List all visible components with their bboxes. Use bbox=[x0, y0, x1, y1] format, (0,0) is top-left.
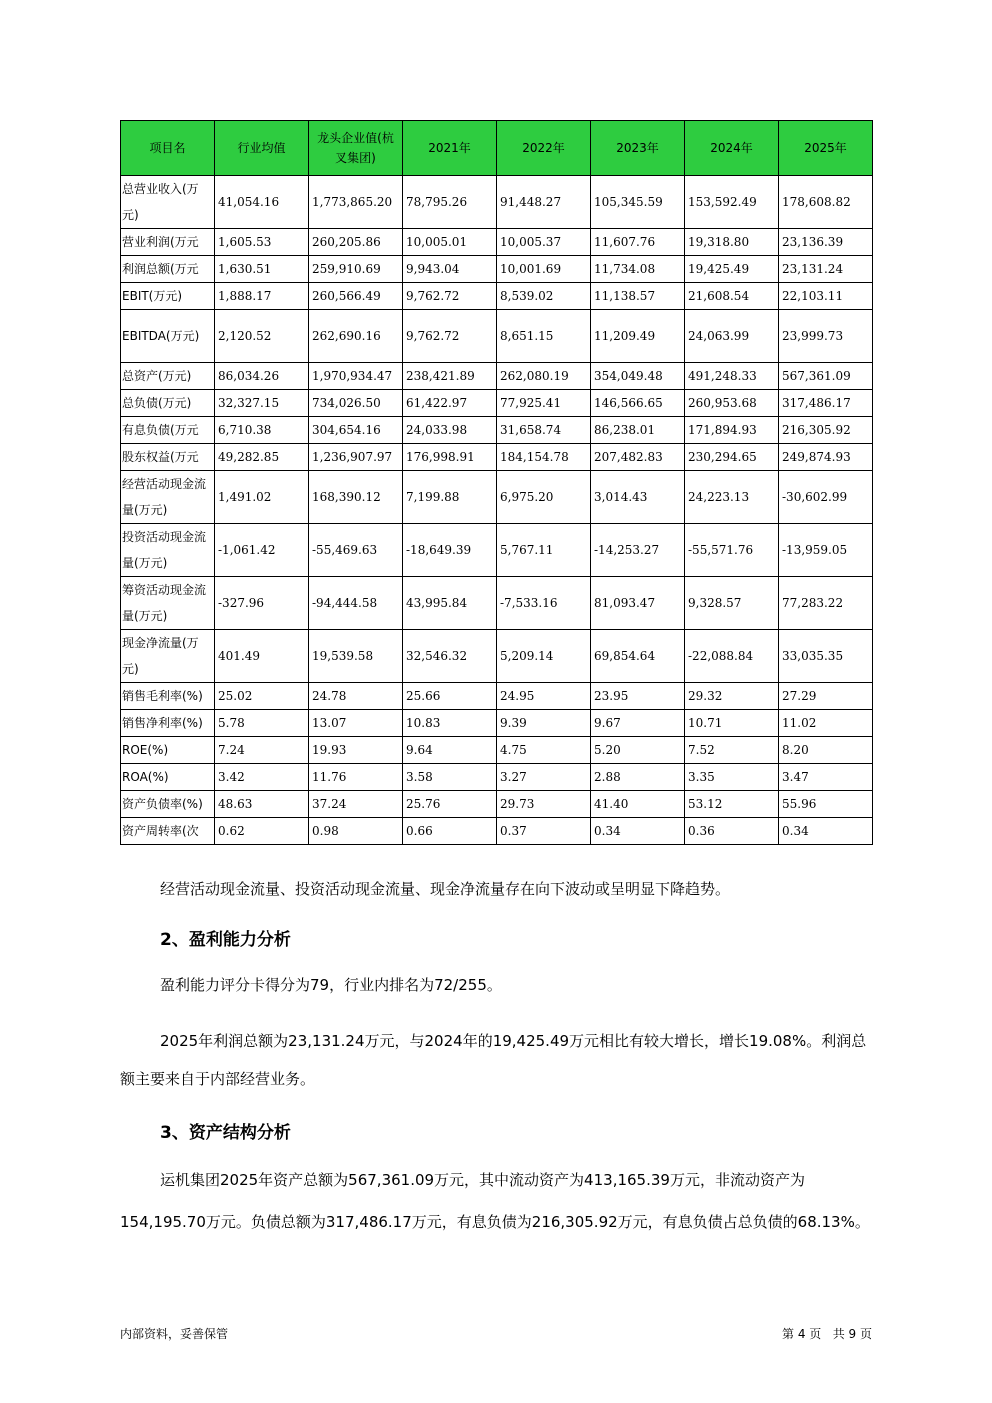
table-cell: 77,283.22 bbox=[779, 577, 873, 630]
table-cell: 259,910.69 bbox=[309, 256, 403, 283]
table-row bbox=[121, 417, 873, 444]
table-cell: 19,539.58 bbox=[309, 630, 403, 683]
table-cell: 9,762.72 bbox=[403, 283, 497, 310]
header-leader-value: 龙头企业值(杭叉集团) bbox=[309, 121, 403, 176]
profit-heading: 2、盈利能力分析 bbox=[160, 930, 291, 950]
table-cell: 10,005.01 bbox=[403, 229, 497, 256]
table-row bbox=[121, 363, 873, 390]
table-row bbox=[121, 390, 873, 417]
row-label: 经营活动现金流量(万元) bbox=[121, 471, 215, 524]
table-cell: 9,943.04 bbox=[403, 256, 497, 283]
table-cell: 260,205.86 bbox=[309, 229, 403, 256]
row-label: 销售净利率(%) bbox=[121, 710, 215, 737]
table-cell: 178,608.82 bbox=[779, 176, 873, 229]
table-cell: 354,049.48 bbox=[591, 363, 685, 390]
table-cell: 238,421.89 bbox=[403, 363, 497, 390]
table-cell: 3.35 bbox=[685, 764, 779, 791]
table-cell: 23,131.24 bbox=[779, 256, 873, 283]
row-label: 销售毛利率(%) bbox=[121, 683, 215, 710]
table-cell: 25.02 bbox=[215, 683, 309, 710]
table-cell: 13.07 bbox=[309, 710, 403, 737]
footer-confidential: 内部资料，妥善保管 bbox=[120, 1327, 229, 1341]
table-cell: 105,345.59 bbox=[591, 176, 685, 229]
table-cell: 10,005.37 bbox=[497, 229, 591, 256]
header-2024: 2024年 bbox=[685, 121, 779, 176]
table-cell: 21,608.54 bbox=[685, 283, 779, 310]
row-label: 资产负债率(%) bbox=[121, 791, 215, 818]
table-cell: 2.88 bbox=[591, 764, 685, 791]
table-cell: 29.32 bbox=[685, 683, 779, 710]
table-cell: 9,328.57 bbox=[685, 577, 779, 630]
table-cell: 0.66 bbox=[403, 818, 497, 845]
row-label: 资产周转率(次 bbox=[121, 818, 215, 845]
table-cell: 0.62 bbox=[215, 818, 309, 845]
table-row bbox=[121, 283, 873, 310]
table-cell: 27.29 bbox=[779, 683, 873, 710]
table-cell: 8.20 bbox=[779, 737, 873, 764]
header-2021: 2021年 bbox=[403, 121, 497, 176]
table-cell: 37.24 bbox=[309, 791, 403, 818]
table-cell: 41,054.16 bbox=[215, 176, 309, 229]
table-cell: 168,390.12 bbox=[309, 471, 403, 524]
table-row bbox=[121, 256, 873, 283]
table-row bbox=[121, 176, 873, 229]
table-cell: 86,034.26 bbox=[215, 363, 309, 390]
table-cell: -7,533.16 bbox=[497, 577, 591, 630]
table-cell: 207,482.83 bbox=[591, 444, 685, 471]
table-cell: 1,491.02 bbox=[215, 471, 309, 524]
table-cell: 249,874.93 bbox=[779, 444, 873, 471]
header-item-name: 项目名 bbox=[121, 121, 215, 176]
table-cell: 5,209.14 bbox=[497, 630, 591, 683]
table-cell: 33,035.35 bbox=[779, 630, 873, 683]
table-cell: -13,959.05 bbox=[779, 524, 873, 577]
table-row bbox=[121, 630, 873, 683]
table-cell: 11,607.76 bbox=[591, 229, 685, 256]
table-cell: 11.02 bbox=[779, 710, 873, 737]
table-cell: 24.95 bbox=[497, 683, 591, 710]
table-cell: 7,199.88 bbox=[403, 471, 497, 524]
profit-score: 盈利能力评分卡得分为79，行业内排名为72/255。 bbox=[160, 976, 502, 994]
table-cell: 1,605.53 bbox=[215, 229, 309, 256]
table-cell: 216,305.92 bbox=[779, 417, 873, 444]
header-2022: 2022年 bbox=[497, 121, 591, 176]
table-cell: 176,998.91 bbox=[403, 444, 497, 471]
profit-detail: 2025年利润总额为23,131.24万元，与2024年的19,425.49万元相比有较大增长，增长19.08%。利润总额主要来自于内部经营业务。 bbox=[120, 1032, 867, 1088]
table-cell: 7.24 bbox=[215, 737, 309, 764]
table-cell: 69,854.64 bbox=[591, 630, 685, 683]
table-cell: 3.47 bbox=[779, 764, 873, 791]
table-cell: -55,571.76 bbox=[685, 524, 779, 577]
table-cell: 3.27 bbox=[497, 764, 591, 791]
table-cell: -94,444.58 bbox=[309, 577, 403, 630]
row-label: 总营业收入(万元) bbox=[121, 176, 215, 229]
table-cell: 91,448.27 bbox=[497, 176, 591, 229]
table-row bbox=[121, 764, 873, 791]
table-cell: 10.71 bbox=[685, 710, 779, 737]
table-cell: 24.78 bbox=[309, 683, 403, 710]
table-cell: 6,710.38 bbox=[215, 417, 309, 444]
table-cell: -30,602.99 bbox=[779, 471, 873, 524]
table-body bbox=[121, 176, 873, 845]
row-label: 投资活动现金流量(万元) bbox=[121, 524, 215, 577]
table-cell: 491,248.33 bbox=[685, 363, 779, 390]
table-cell: 734,026.50 bbox=[309, 390, 403, 417]
table-cell: 9,762.72 bbox=[403, 310, 497, 363]
table-cell: -327.96 bbox=[215, 577, 309, 630]
table-cell: 171,894.93 bbox=[685, 417, 779, 444]
table-cell: 23.95 bbox=[591, 683, 685, 710]
table-cell: 11,209.49 bbox=[591, 310, 685, 363]
table-cell: 53.12 bbox=[685, 791, 779, 818]
table-row bbox=[121, 818, 873, 845]
table-cell: 25.76 bbox=[403, 791, 497, 818]
table-cell: 153,592.49 bbox=[685, 176, 779, 229]
table-cell: 23,999.73 bbox=[779, 310, 873, 363]
table-cell: -1,061.42 bbox=[215, 524, 309, 577]
asset-detail: 运机集团2025年资产总额为567,361.09万元，其中流动资产为413,165.39万元，非流动资产为154,195.70万元。负债总额为317,486.17万元，有息负债为216,305.92万元，有息负债占总负债的68.13%。 bbox=[120, 1171, 870, 1231]
row-label: 营业利润(万元 bbox=[121, 229, 215, 256]
table-cell: 4.75 bbox=[497, 737, 591, 764]
row-label: ROE(%) bbox=[121, 737, 215, 764]
row-label: 现金净流量(万元) bbox=[121, 630, 215, 683]
table-cell: 260,953.68 bbox=[685, 390, 779, 417]
table-cell: 77,925.41 bbox=[497, 390, 591, 417]
table-cell: 19,318.80 bbox=[685, 229, 779, 256]
table-cell: 49,282.85 bbox=[215, 444, 309, 471]
table-cell: 11.76 bbox=[309, 764, 403, 791]
row-label: EBIT(万元) bbox=[121, 283, 215, 310]
table-cell: 11,138.57 bbox=[591, 283, 685, 310]
table-cell: 81,093.47 bbox=[591, 577, 685, 630]
table-row bbox=[121, 444, 873, 471]
footer-page-number: 第 4 页 共 9 页 bbox=[782, 1327, 872, 1341]
table-cell: 0.37 bbox=[497, 818, 591, 845]
table-cell: 48.63 bbox=[215, 791, 309, 818]
table-cell: 1,970,934.47 bbox=[309, 363, 403, 390]
table-cell: 3.58 bbox=[403, 764, 497, 791]
table-cell: 0.98 bbox=[309, 818, 403, 845]
row-label: 总负债(万元) bbox=[121, 390, 215, 417]
table-cell: -18,649.39 bbox=[403, 524, 497, 577]
table-cell: 10.83 bbox=[403, 710, 497, 737]
table-cell: 24,063.99 bbox=[685, 310, 779, 363]
table-cell: 230,294.65 bbox=[685, 444, 779, 471]
table-cell: 32,327.15 bbox=[215, 390, 309, 417]
row-label: 总资产(万元) bbox=[121, 363, 215, 390]
table-cell: 23,136.39 bbox=[779, 229, 873, 256]
table-cell: 0.34 bbox=[779, 818, 873, 845]
table-row bbox=[121, 229, 873, 256]
table-cell: 78,795.26 bbox=[403, 176, 497, 229]
table-cell: 0.36 bbox=[685, 818, 779, 845]
table-cell: 31,658.74 bbox=[497, 417, 591, 444]
row-label: EBITDA(万元) bbox=[121, 310, 215, 363]
table-cell: 184,154.78 bbox=[497, 444, 591, 471]
table-cell: 24,033.98 bbox=[403, 417, 497, 444]
table-cell: -55,469.63 bbox=[309, 524, 403, 577]
table-row bbox=[121, 710, 873, 737]
table-cell: 5,767.11 bbox=[497, 524, 591, 577]
table-cell: 24,223.13 bbox=[685, 471, 779, 524]
table-cell: 3,014.43 bbox=[591, 471, 685, 524]
table-header-row bbox=[121, 121, 873, 176]
table-cell: 43,995.84 bbox=[403, 577, 497, 630]
row-label: 利润总额(万元 bbox=[121, 256, 215, 283]
header-2025: 2025年 bbox=[779, 121, 873, 176]
table-cell: 1,630.51 bbox=[215, 256, 309, 283]
table-cell: 10,001.69 bbox=[497, 256, 591, 283]
table-cell: 317,486.17 bbox=[779, 390, 873, 417]
table-cell: 29.73 bbox=[497, 791, 591, 818]
header-2023: 2023年 bbox=[591, 121, 685, 176]
table-cell: 22,103.11 bbox=[779, 283, 873, 310]
table-cell: 41.40 bbox=[591, 791, 685, 818]
table-cell: 19,425.49 bbox=[685, 256, 779, 283]
table-cell: 2,120.52 bbox=[215, 310, 309, 363]
table-cell: 262,690.16 bbox=[309, 310, 403, 363]
table-row bbox=[121, 683, 873, 710]
table-cell: 32,546.32 bbox=[403, 630, 497, 683]
table-cell: 55.96 bbox=[779, 791, 873, 818]
table-row bbox=[121, 471, 873, 524]
table-cell: 8,651.15 bbox=[497, 310, 591, 363]
asset-heading: 3、资产结构分析 bbox=[160, 1123, 291, 1143]
table-cell: 86,238.01 bbox=[591, 417, 685, 444]
table-cell: 25.66 bbox=[403, 683, 497, 710]
table-cell: -14,253.27 bbox=[591, 524, 685, 577]
table-cell: 567,361.09 bbox=[779, 363, 873, 390]
table-cell: 7.52 bbox=[685, 737, 779, 764]
row-label: ROA(%) bbox=[121, 764, 215, 791]
row-label: 筹资活动现金流量(万元) bbox=[121, 577, 215, 630]
table-cell: 9.64 bbox=[403, 737, 497, 764]
table-cell: 146,566.65 bbox=[591, 390, 685, 417]
header-industry-avg: 行业均值 bbox=[215, 121, 309, 176]
table-cell: 5.20 bbox=[591, 737, 685, 764]
table-row bbox=[121, 737, 873, 764]
row-label: 有息负债(万元 bbox=[121, 417, 215, 444]
table-cell: 19.93 bbox=[309, 737, 403, 764]
table-cell: 5.78 bbox=[215, 710, 309, 737]
table-cell: 8,539.02 bbox=[497, 283, 591, 310]
table-cell: 11,734.08 bbox=[591, 256, 685, 283]
table-cell: 1,773,865.20 bbox=[309, 176, 403, 229]
table-cell: 9.67 bbox=[591, 710, 685, 737]
table-cell: 9.39 bbox=[497, 710, 591, 737]
table-cell: 3.42 bbox=[215, 764, 309, 791]
table-cell: 260,566.49 bbox=[309, 283, 403, 310]
table-row bbox=[121, 577, 873, 630]
table-cell: 1,236,907.97 bbox=[309, 444, 403, 471]
table-cell: 0.34 bbox=[591, 818, 685, 845]
table-row bbox=[121, 310, 873, 363]
financial-table bbox=[120, 120, 873, 845]
table-cell: 1,888.17 bbox=[215, 283, 309, 310]
table-cell: 6,975.20 bbox=[497, 471, 591, 524]
cashflow-note: 经营活动现金流量、投资活动现金流量、现金净流量存在向下波动或呈明显下降趋势。 bbox=[160, 880, 731, 898]
table-cell: 262,080.19 bbox=[497, 363, 591, 390]
table-cell: 304,654.16 bbox=[309, 417, 403, 444]
table-row bbox=[121, 524, 873, 577]
table-row bbox=[121, 791, 873, 818]
row-label: 股东权益(万元 bbox=[121, 444, 215, 471]
table-cell: -22,088.84 bbox=[685, 630, 779, 683]
table-cell: 401.49 bbox=[215, 630, 309, 683]
table-cell: 61,422.97 bbox=[403, 390, 497, 417]
